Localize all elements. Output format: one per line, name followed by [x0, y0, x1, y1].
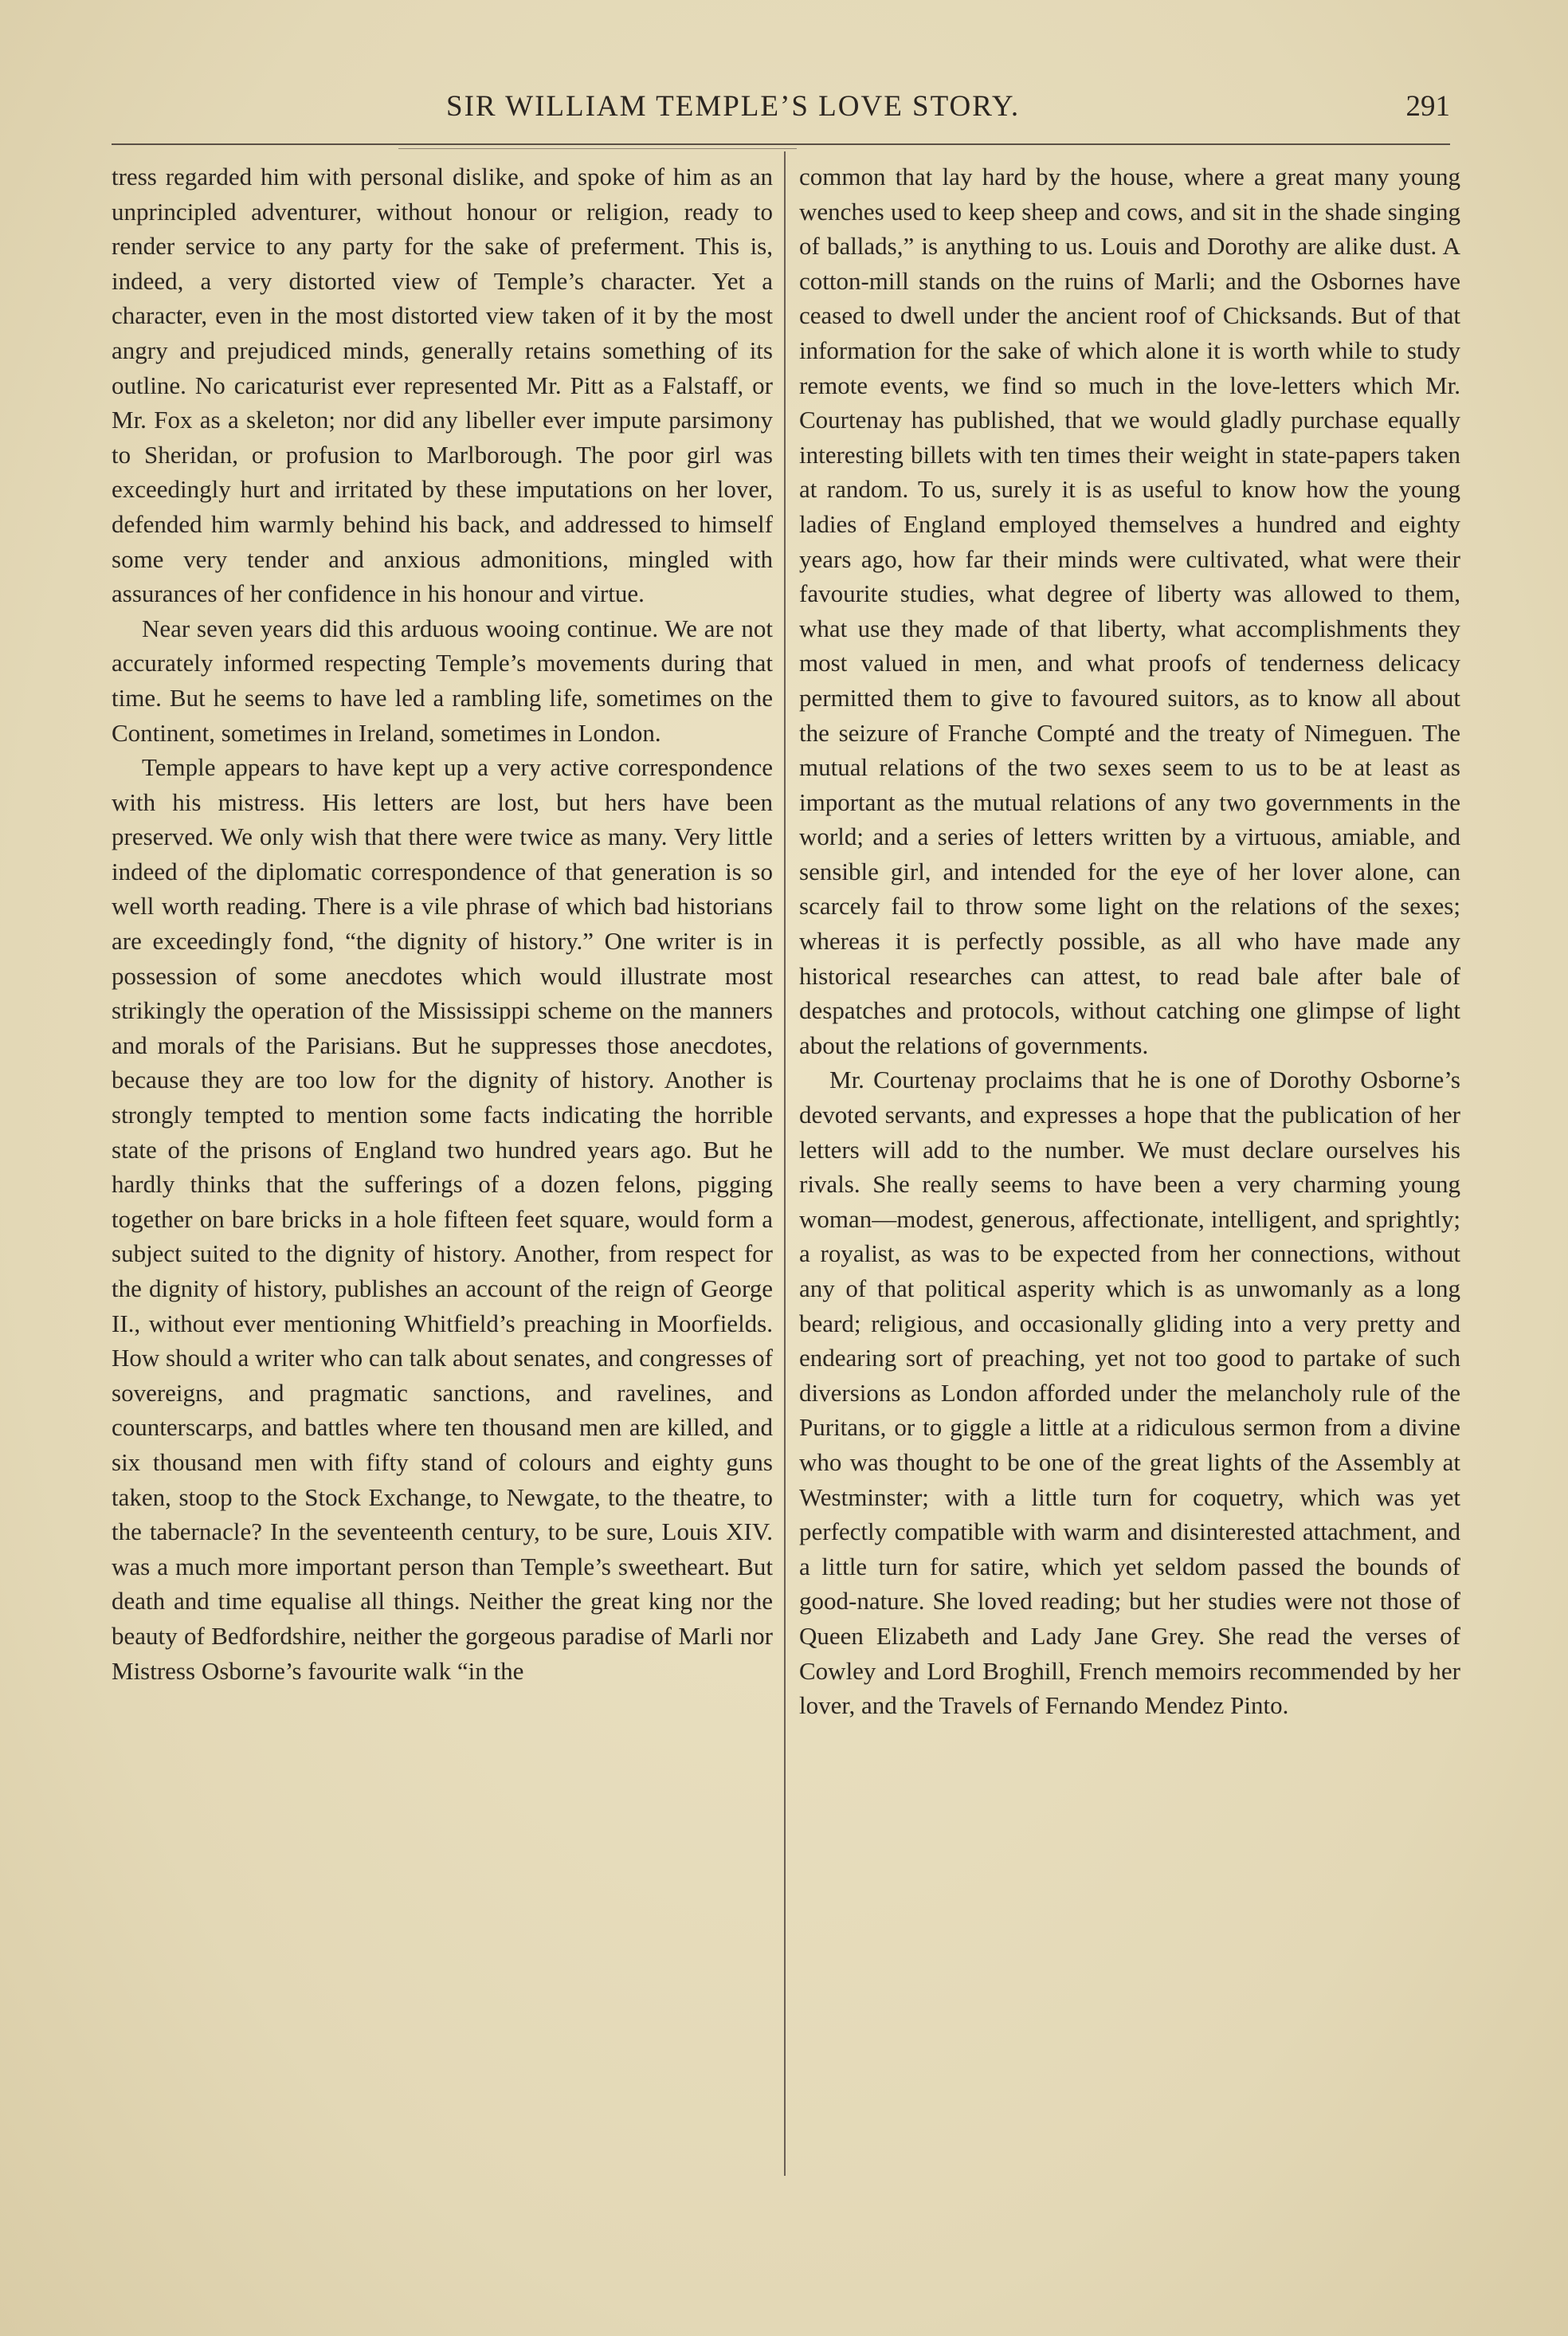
running-head [112, 89, 1450, 134]
right-paragraph-1: common that lay hard by the house, where a great many young wenches used to keep sheep and cows, and sit in the shade singing of ballads,” is anything to us. Louis and Dorothy are alike dust. A cotton-mill stands on the ruins of Marli; and the Osbornes have ceased to dwell under the ancient roof of Chicksands. But of that information for the sake of which alone it is worth while to study remote events, we find so much in the love-letters which Mr. Courtenay has published, that we would gladly purchase equally interesting billets with ten times their weight in state-papers taken at random. To us, surely it is as useful to know how the young ladies of England employed themselves a hundred and eighty years ago, how far their minds were cultivated, what were their favourite studies, what degree of liberty was allowed to them, what use they made of that liberty, what accomplishments they most valued in men, and what proofs of tenderness delicacy permitted them to give to favoured suitors, as to know all about the seizure of Franche Compté and the treaty of Nimeguen. The mutual relations of the two sexes seem to us to be at least as important as the mutual relations of any two governments in the world; and a series of letters written by a virtuous, amiable, and sensible girl, and intended for the eye of her lover alone, can scarcely fail to throw some light on the relations of the sexes; whereas it is perfectly possible, as all who have made any historical researches can attest, to read bale after bale of despatches and protocols, without catching one glimpse of light about the relations of governments. [799, 163, 1460, 1059]
right-paragraph-2: Mr. Courtenay proclaims that he is one of Dorothy Osborne’s devoted servants, and expresses a hope that the publication of her letters will add to the number. We must declare ourselves his rivals. She really seems to have been a very charming young woman—modest, generous, affectionate, intelligent, and sprightly; a royalist, as was to be expected from her connections, without any of that political asperity which is as unwomanly as a long beard; religious, and occasionally gliding into a very pretty and endearing sort of preaching, yet not too good to partake of such diversions as London afforded under the melancholy rule of the Puritans, or to giggle a little at a ridiculous sermon from a divine who was thought to be one of the great lights of the Assembly at Westminster; with a little turn for coquetry, which was yet perfectly compatible with warm and disinterested attachment, and a little turn for satire, which yet seldom passed the bounds of good-nature. She loved reading; but her studies were not those of Queen Elizabeth and Lady Jane Grey. She read the verses of Cowley and Lord Broghill, French memoirs recommended by her lover, and the Travels of Fernando Mendez Pinto. [799, 1066, 1460, 1720]
left-paragraph-2: Near seven years did this arduous wooing continue. We are not accurately informed respecting Temple’s movements during that time. But he seems to have led a rambling life, sometimes on the Continent, sometimes in Ireland, sometimes in London. [112, 614, 773, 747]
page-number: 291 [1405, 90, 1450, 123]
right-column [799, 159, 1460, 2184]
running-title: SIR WILLIAM TEMPLE’S LOVE STORY. [446, 90, 1021, 123]
column-divider [784, 151, 786, 2176]
left-column [112, 159, 773, 2184]
left-paragraph-3: Temple appears to have kept up a very active correspondence with his mistress. His letters are lost, but hers have been preserved. We only wish that there were twice as many. Very little indeed of the diplomatic correspondence of that generation is so well worth reading. There is a vile phrase of which bad historians are exceedingly fond, “the dignity of history.” One writer is in possession of some anecdotes which would illustrate most strikingly the operation of the Mississippi scheme on the manners and morals of the Parisians. But he suppresses those anecdotes, because they are too low for the dignity of history. Another is strongly tempted to mention some facts indicating the horrible state of the prisons of England two hundred years ago. But he hardly thinks that the sufferings of a dozen felons, pigging together on bare bricks in a hole fifteen feet square, would form a subject suited to the dignity of history. Another, from respect for the dignity of history, publishes an account of the reign of George II., without ever mentioning Whitfield’s preaching in Moorfields. How should a writer who can talk about senates, and congresses of sovereigns, and pragmatic sanctions, and ravelines, and counterscarps, and battles where ten thousand men are killed, and six thousand men with fifty stand of colours and eighty guns taken, stoop to the Stock Exchange, to Newgate, to the theatre, to the tabernacle? In the seventeenth century, to be sure, Louis XIV. was a much more important person than Temple’s sweetheart. But death and time equalise all things. Neither the great king nor the beauty of Bedfordshire, neither the gorgeous paradise of Marli nor Mistress Osborne’s favourite walk “in the [112, 753, 773, 1685]
header-rule-thin [398, 148, 797, 149]
header-rule [112, 143, 1450, 145]
left-paragraph-1: tress regarded him with personal dislike, and spoke of him as an unprincipled adventurer, without honour or religion, ready to render service to any party for the sake of preferment. This is, indeed, a very distorted view of Temple’s character. Yet a character, even in the most distorted view taken of it by the most angry and prejudiced minds, generally retains something of its outline. No caricaturist ever represented Mr. Pitt as a Falstaff, or Mr. Fox as a skeleton; nor did any libeller ever impute parsimony to Sheridan, or profusion to Marlborough. The poor girl was exceedingly hurt and irritated by these imputations on her lover, defended him warmly behind his back, and addressed to himself some very tender and anxious admonitions, mingled with assurances of her confidence in his honour and virtue. [112, 163, 773, 608]
